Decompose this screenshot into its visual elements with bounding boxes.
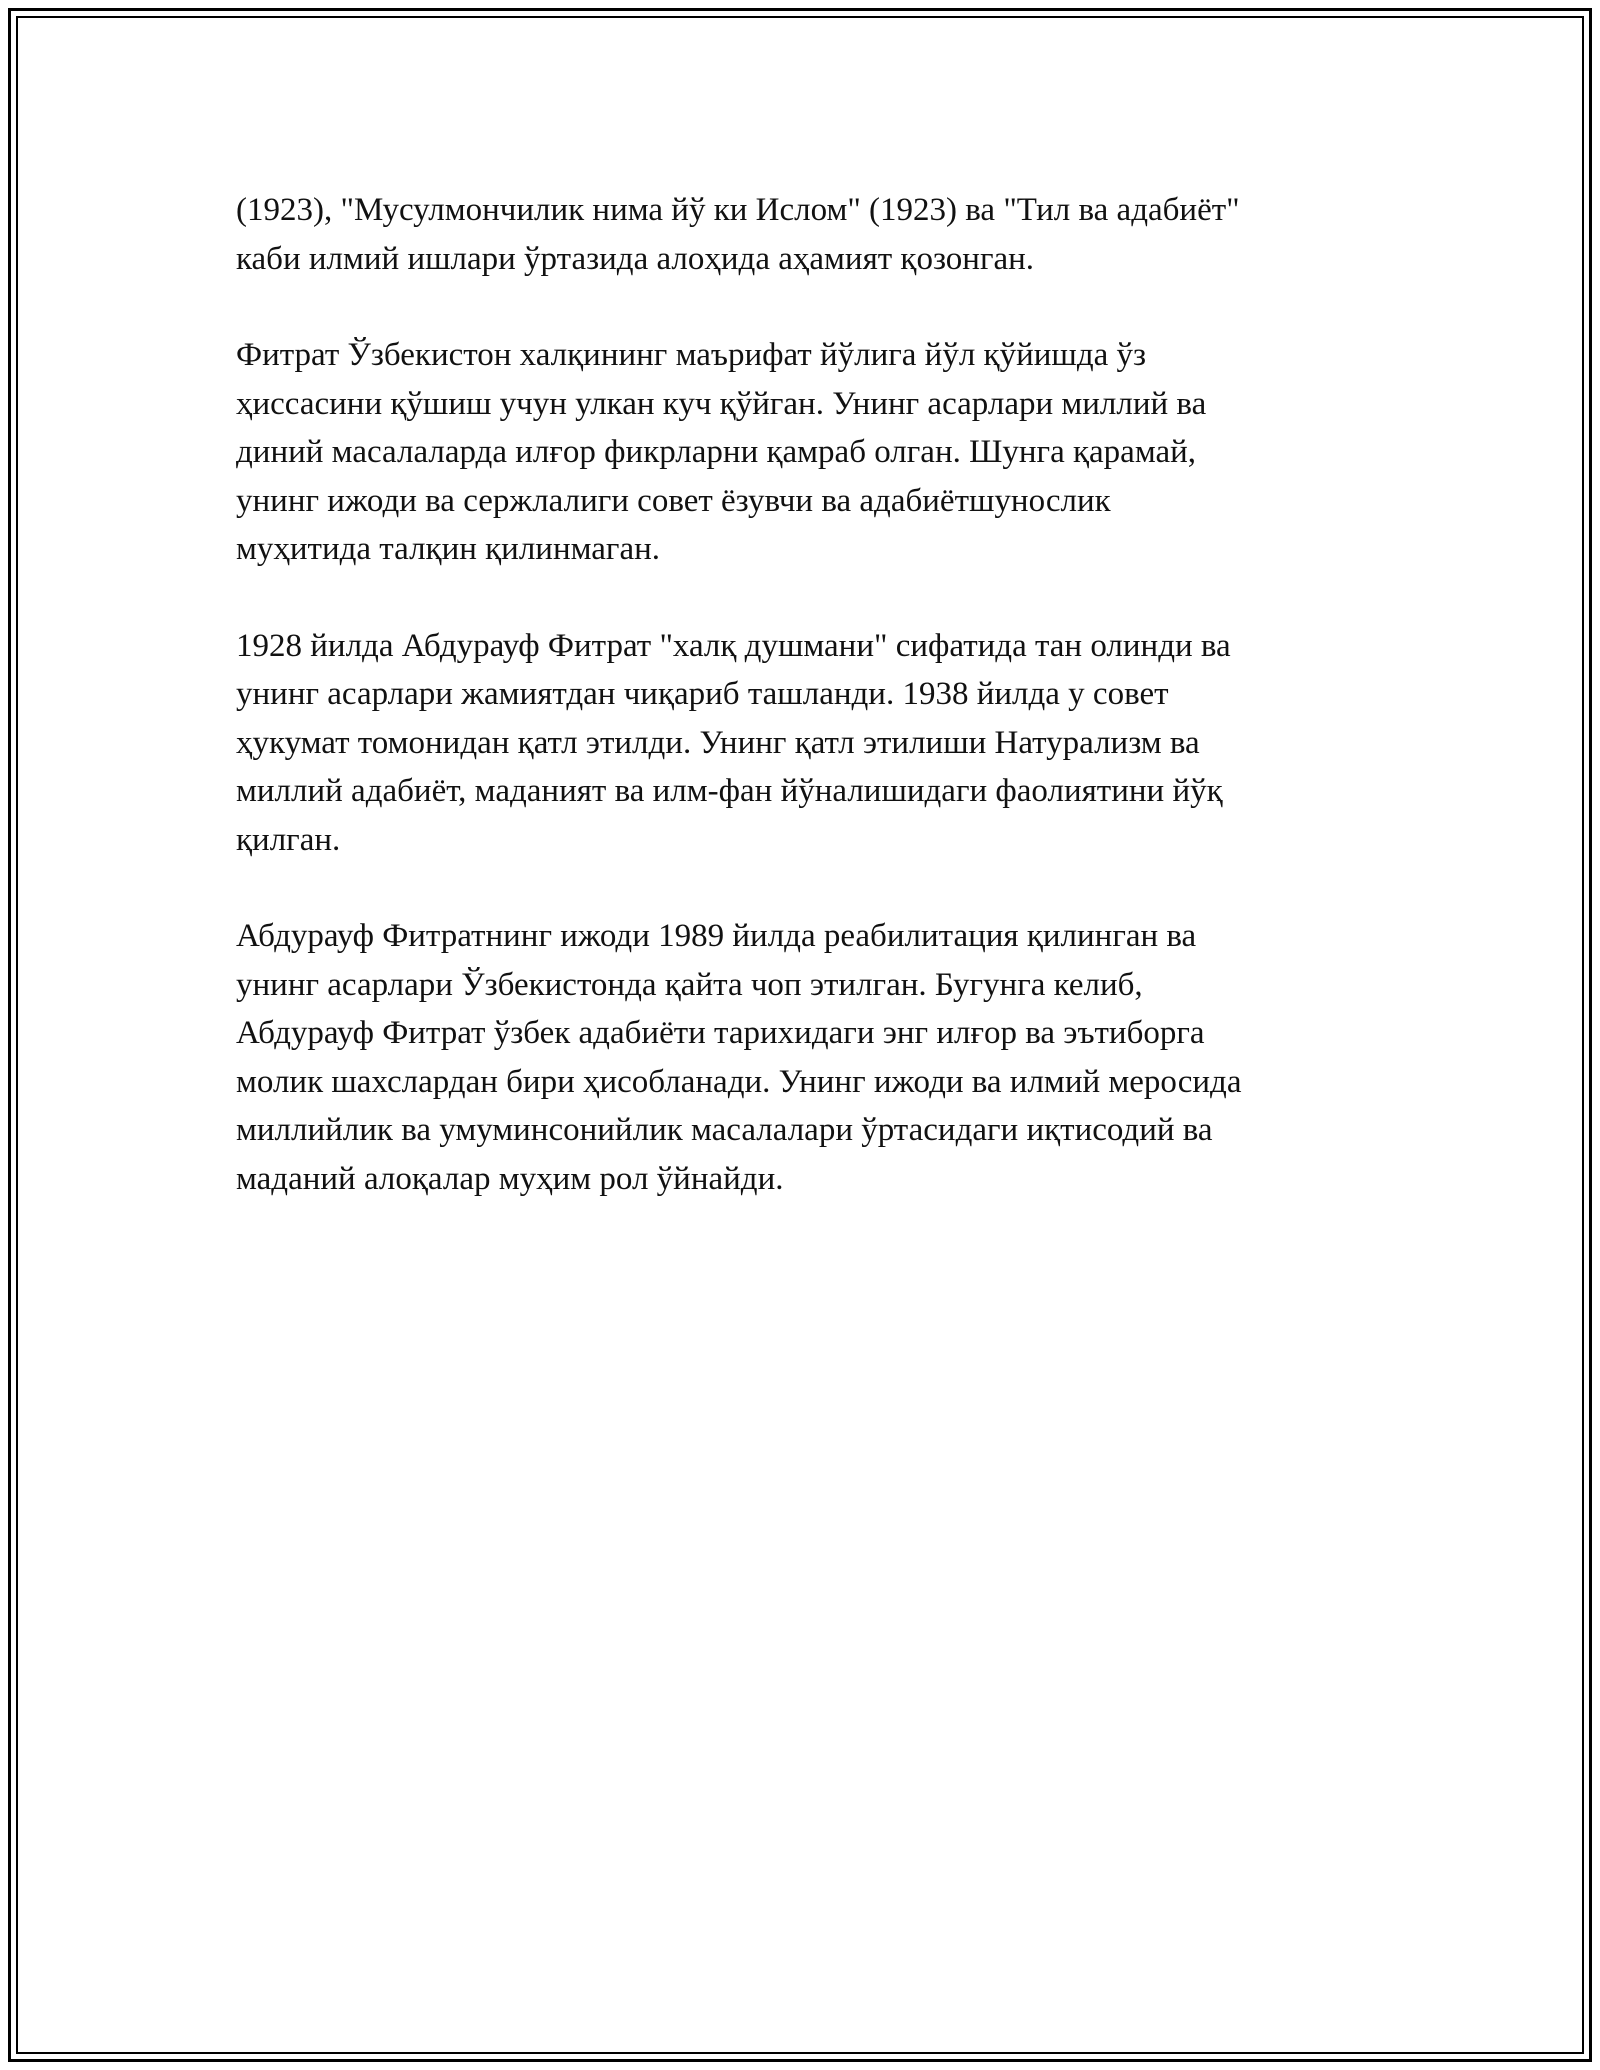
text-line: унинг асарлари жамиятдан чиқариб ташланди. 1938 йилда у совет — [236, 676, 1169, 712]
text-line: молик шахслардан бири ҳисобланади. Унинг ижоди ва илмий меросида — [236, 1063, 1242, 1100]
text-line: 1928 йилда Абдурауф Фитрат "халқ душмани" сифатида тан олинди ва — [236, 627, 1231, 664]
text-line: Абдурауф Фитратнинг ижоди 1989 йилда реабилитация қилинган ва — [236, 918, 1197, 954]
text-line: (1923), "Мусулмончилик нима йў ки Ислом" (1923) ва "Тил ва адабиёт" — [236, 192, 1240, 228]
text-line: миллий адабиёт, маданият ва илм-фан йўналишидаги фаолиятини йўқ — [236, 773, 1223, 809]
paragraph-3 — [236, 622, 1386, 865]
text-line: унинг ижоди ва сержлалиги совет ёзувчи ва адабиётшунослик — [236, 482, 1111, 519]
text-line: маданий алоқалар муҳим рол ўйнайди. — [236, 1160, 784, 1197]
text-line: Абдурауф Фитрат ўзбек адабиёти тарихидаги энг илғор ва эътиборга — [236, 1015, 1205, 1051]
text-line: Фитрат Ўзбекистон халқининг маърифат йўлига йўл қўйишда ўз — [236, 337, 1147, 373]
paragraph-4 — [236, 912, 1386, 1203]
text-line: ҳукумат томонидан қатл этилди. Унинг қатл этилиши Натурализм ва — [236, 724, 1200, 761]
paragraph-1 — [236, 186, 1386, 283]
text-line: ҳиссасини қўшиш учун улкан куч қўйган. Унинг асарлари миллий ва — [236, 385, 1207, 422]
text-line: қилган. — [236, 821, 341, 858]
text-line: миллийлик ва умуминсонийлик масалалари ўртасидаги иқтисодий ва — [236, 1112, 1213, 1148]
text-line: диний масалаларда илғор фикрларни қамраб олган. Шунга қарамай, — [236, 434, 1197, 470]
paragraph-2 — [236, 331, 1386, 574]
text-line: муҳитида талқин қилинмаган. — [236, 531, 661, 567]
text-line: каби илмий ишлари ўртазида алоҳида аҳамият қозонган. — [236, 240, 1035, 277]
text-line: унинг асарлари Ўзбекистонда қайта чоп этилган. Бугунга келиб, — [236, 966, 1143, 1003]
document-body — [236, 186, 1386, 1251]
